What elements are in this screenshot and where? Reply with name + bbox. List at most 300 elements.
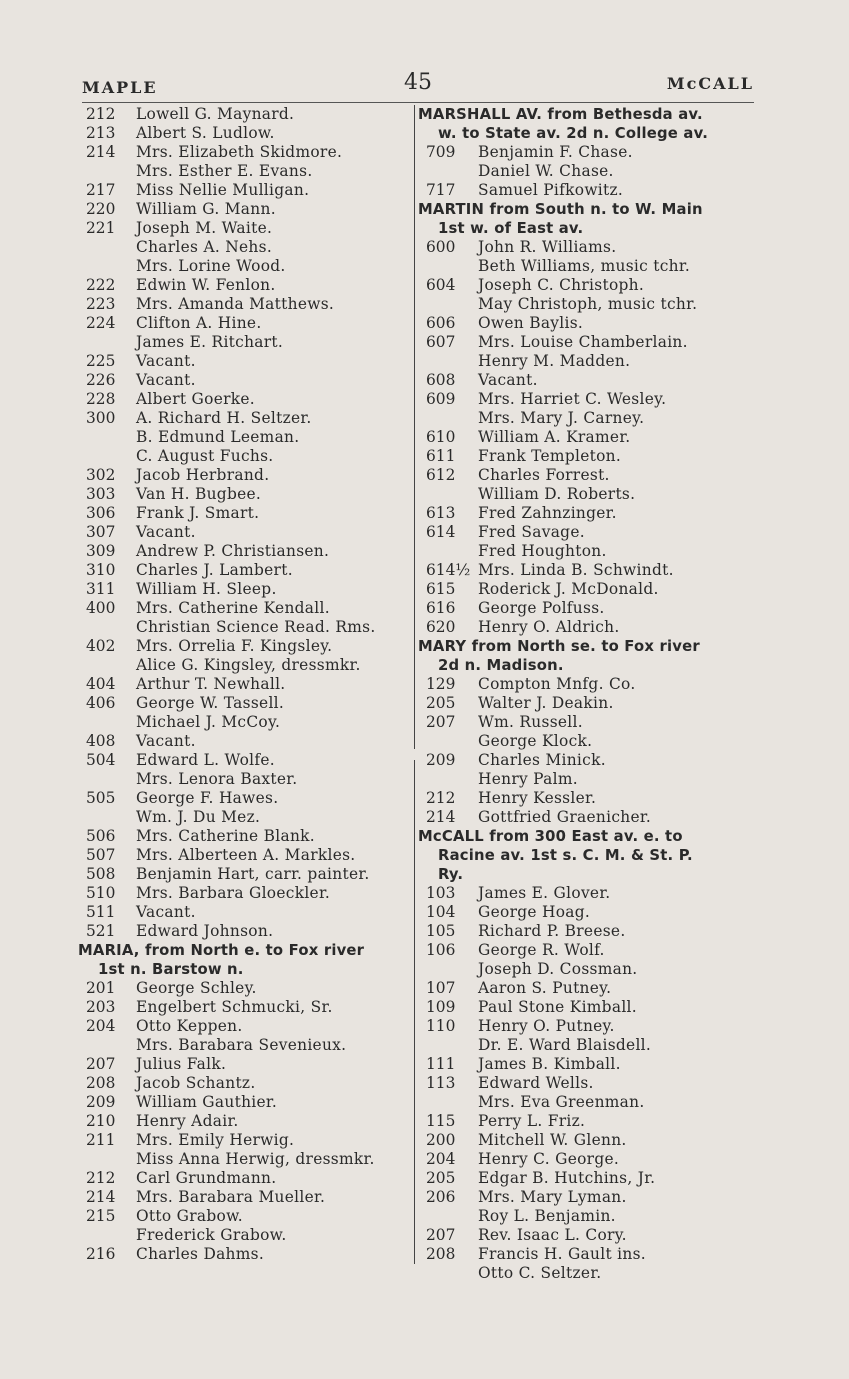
house-number: 226 <box>86 371 116 389</box>
house-number: 113 <box>426 1074 456 1092</box>
resident-name: Roy L. Benjamin. <box>478 1207 616 1225</box>
resident-name: James B. Kimball. <box>478 1055 621 1073</box>
house-number: 311 <box>86 580 116 598</box>
resident-name: Benjamin Hart, carr. painter. <box>136 865 370 883</box>
directory-entry <box>418 485 758 504</box>
directory-entry <box>78 694 416 713</box>
directory-entry <box>78 371 416 390</box>
directory-entry <box>418 751 758 770</box>
resident-name: Mrs. Barabara Mueller. <box>136 1188 326 1206</box>
street-heading: Ry. <box>438 866 464 883</box>
resident-name: Mrs. Elizabeth Skidmore. <box>136 143 343 161</box>
page-number: 45 <box>404 70 432 95</box>
directory-entry <box>78 333 416 352</box>
house-number: 615 <box>426 580 456 598</box>
directory-entry <box>78 1207 416 1226</box>
resident-name: Edward L. Wolfe. <box>136 751 276 769</box>
resident-name: Edwin W. Fenlon. <box>136 276 276 294</box>
directory-entry <box>418 1207 758 1226</box>
resident-name: Mrs. Lenora Baxter. <box>136 770 298 788</box>
house-number: 310 <box>86 561 116 579</box>
directory-entry <box>78 162 416 181</box>
directory-entry <box>78 998 416 1017</box>
resident-name: Christian Science Read. Rms. <box>136 618 376 636</box>
resident-name: George Klock. <box>478 732 593 750</box>
directory-entry <box>418 694 758 713</box>
directory-entry <box>418 903 758 922</box>
directory-entry <box>78 1188 416 1207</box>
house-number: 208 <box>86 1074 116 1092</box>
resident-name: Vacant. <box>136 371 196 389</box>
resident-name: Otto Grabow. <box>136 1207 243 1225</box>
directory-entry <box>78 504 416 523</box>
resident-name: Charles Minick. <box>478 751 606 769</box>
directory-entry <box>418 713 758 732</box>
resident-name: William G. Mann. <box>136 200 276 218</box>
resident-name: Mrs. Eva Greenman. <box>478 1093 645 1111</box>
directory-entry <box>418 1226 758 1245</box>
street-heading: MARIA, from North e. to Fox river <box>78 942 365 959</box>
house-number: 224 <box>86 314 116 332</box>
resident-name: Henry C. George. <box>478 1150 620 1168</box>
resident-name: Albert S. Ludlow. <box>136 124 275 142</box>
house-number: 404 <box>86 675 116 693</box>
resident-name: Wm. Russell. <box>478 713 583 731</box>
directory-entry <box>78 656 416 675</box>
directory-entry <box>418 941 758 960</box>
header-left-street: MAPLE <box>82 78 158 97</box>
resident-name: Francis H. Gault ins. <box>478 1245 646 1263</box>
resident-name: A. Richard H. Seltzer. <box>136 409 312 427</box>
directory-entry <box>78 1226 416 1245</box>
directory-entry <box>78 314 416 333</box>
resident-name: Otto C. Seltzer. <box>478 1264 602 1282</box>
directory-entry <box>418 675 758 694</box>
resident-name: Andrew P. Christiansen. <box>136 542 330 560</box>
resident-name: Joseph D. Cossman. <box>478 960 638 978</box>
street-heading: Racine av. 1st s. C. M. & St. P. <box>438 847 693 864</box>
resident-name: Mrs. Barbara Gloeckler. <box>136 884 331 902</box>
directory-entry <box>78 789 416 808</box>
resident-name: Wm. J. Du Mez. <box>136 808 261 826</box>
resident-name: George R. Wolf. <box>478 941 605 959</box>
resident-name: Jacob Herbrand. <box>136 466 270 484</box>
resident-name: Paul Stone Kimball. <box>478 998 637 1016</box>
house-number: 215 <box>86 1207 116 1225</box>
street-heading: 2d n. Madison. <box>438 657 564 674</box>
directory-entry <box>418 1055 758 1074</box>
resident-name: Charles Forrest. <box>478 466 610 484</box>
house-number: 302 <box>86 466 116 484</box>
directory-entry <box>418 238 758 257</box>
right-column <box>418 105 758 1283</box>
house-number: 607 <box>426 333 456 351</box>
house-number: 214 <box>426 808 456 826</box>
directory-entry <box>418 979 758 998</box>
resident-name: Julius Falk. <box>136 1055 227 1073</box>
directory-entry <box>78 1245 416 1264</box>
directory-entry <box>418 1169 758 1188</box>
resident-name: James E. Ritchart. <box>136 333 284 351</box>
street-heading: MARTIN from South n. to W. Main <box>418 201 703 218</box>
house-number: 212 <box>86 1169 116 1187</box>
directory-entry <box>418 808 758 827</box>
directory-entry <box>78 979 416 998</box>
resident-name: Roderick J. McDonald. <box>478 580 659 598</box>
resident-name: Dr. E. Ward Blaisdell. <box>478 1036 652 1054</box>
directory-entry <box>78 390 416 409</box>
directory-entry <box>418 428 758 447</box>
house-number: 406 <box>86 694 116 712</box>
resident-name: Carl Grundmann. <box>136 1169 277 1187</box>
directory-entry <box>418 732 758 751</box>
directory-entry <box>418 447 758 466</box>
directory-entry <box>418 162 758 181</box>
directory-entry <box>418 770 758 789</box>
house-number: 214 <box>86 1188 116 1206</box>
house-number: 614½ <box>426 561 471 579</box>
house-number: 604 <box>426 276 456 294</box>
resident-name: Charles Dahms. <box>136 1245 265 1263</box>
house-number: 203 <box>86 998 116 1016</box>
house-number: 400 <box>86 599 116 617</box>
resident-name: Van H. Bugbee. <box>136 485 262 503</box>
house-number: 207 <box>426 713 456 731</box>
resident-name: Owen Baylis. <box>478 314 584 332</box>
house-number: 511 <box>86 903 116 921</box>
street-heading: McCALL from 300 East av. e. to <box>418 828 683 845</box>
directory-entry <box>78 143 416 162</box>
house-number: 206 <box>426 1188 456 1206</box>
resident-name: Lowell G. Maynard. <box>136 105 295 123</box>
house-number: 221 <box>86 219 116 237</box>
resident-name: Gottfried Graenicher. <box>478 808 652 826</box>
street-heading: MARSHALL AV. from Bethesda av. <box>418 106 703 123</box>
directory-entry <box>78 713 416 732</box>
directory-entry <box>78 884 416 903</box>
directory-entry <box>78 447 416 466</box>
resident-name: Beth Williams, music tchr. <box>478 257 691 275</box>
house-number: 521 <box>86 922 116 940</box>
directory-entry <box>78 1112 416 1131</box>
resident-name: Clifton A. Hine. <box>136 314 262 332</box>
directory-entry <box>418 599 758 618</box>
directory-entry <box>418 371 758 390</box>
resident-name: Mrs. Lorine Wood. <box>136 257 286 275</box>
resident-name: Vacant. <box>478 371 538 389</box>
resident-name: John R. Williams. <box>478 238 617 256</box>
directory-entry <box>78 200 416 219</box>
directory-entry <box>78 1150 416 1169</box>
directory-entry <box>418 333 758 352</box>
resident-name: George W. Tassell. <box>136 694 285 712</box>
resident-name: Engelbert Schmucki, Sr. <box>136 998 333 1016</box>
directory-entry <box>418 1036 758 1055</box>
directory-entry <box>418 504 758 523</box>
house-number: 608 <box>426 371 456 389</box>
house-number: 613 <box>426 504 456 522</box>
resident-name: Albert Goerke. <box>136 390 255 408</box>
house-number: 408 <box>86 732 116 750</box>
directory-entry <box>78 1036 416 1055</box>
header-right-street: McCALL <box>666 74 754 93</box>
directory-entry <box>78 561 416 580</box>
resident-name: Walter J. Deakin. <box>478 694 614 712</box>
house-number: 223 <box>86 295 116 313</box>
directory-entry <box>78 105 416 124</box>
house-number: 210 <box>86 1112 116 1130</box>
resident-name: Henry M. Madden. <box>478 352 631 370</box>
directory-entry <box>418 409 758 428</box>
resident-name: Fred Houghton. <box>478 542 607 560</box>
resident-name: Miss Nellie Mulligan. <box>136 181 310 199</box>
left-column <box>78 105 416 1264</box>
directory-entry <box>78 542 416 561</box>
resident-name: Joseph C. Christoph. <box>478 276 645 294</box>
house-number: 109 <box>426 998 456 1016</box>
resident-name: George Polfuss. <box>478 599 605 617</box>
directory-entry <box>78 181 416 200</box>
resident-name: Richard P. Breese. <box>478 922 626 940</box>
directory-entry <box>78 295 416 314</box>
directory-entry <box>78 637 416 656</box>
house-number: 209 <box>86 1093 116 1111</box>
house-number: 709 <box>426 143 456 161</box>
resident-name: Henry Adair. <box>136 1112 239 1130</box>
house-number: 212 <box>426 789 456 807</box>
house-number: 200 <box>426 1131 456 1149</box>
directory-entry <box>418 295 758 314</box>
resident-name: Otto Keppen. <box>136 1017 243 1035</box>
resident-name: Mrs. Barabara Sevenieux. <box>136 1036 347 1054</box>
house-number: 306 <box>86 504 116 522</box>
directory-entry <box>418 998 758 1017</box>
directory-entry <box>78 352 416 371</box>
house-number: 205 <box>426 694 456 712</box>
resident-name: William Gauthier. <box>136 1093 278 1111</box>
directory-entry <box>78 903 416 922</box>
house-number: 216 <box>86 1245 116 1263</box>
house-number: 510 <box>86 884 116 902</box>
directory-entry <box>418 314 758 333</box>
house-number: 300 <box>86 409 116 427</box>
directory-entry <box>78 238 416 257</box>
resident-name: Mrs. Catherine Kendall. <box>136 599 330 617</box>
resident-name: Mrs. Alberteen A. Markles. <box>136 846 356 864</box>
directory-entry <box>418 143 758 162</box>
directory-entry <box>78 808 416 827</box>
house-number: 610 <box>426 428 456 446</box>
resident-name: Mrs. Mary J. Carney. <box>478 409 645 427</box>
house-number: 614 <box>426 523 456 541</box>
resident-name: Charles A. Nehs. <box>136 238 273 256</box>
resident-name: Frederick Grabow. <box>136 1226 287 1244</box>
directory-entry <box>418 466 758 485</box>
resident-name: Henry O. Putney. <box>478 1017 615 1035</box>
directory-entry <box>78 618 416 637</box>
house-number: 225 <box>86 352 116 370</box>
house-number: 504 <box>86 751 116 769</box>
house-number: 207 <box>426 1226 456 1244</box>
house-number: 717 <box>426 181 456 199</box>
resident-name: Benjamin F. Chase. <box>478 143 633 161</box>
resident-name: Mrs. Catherine Blank. <box>136 827 315 845</box>
directory-entry <box>418 922 758 941</box>
house-number: 110 <box>426 1017 456 1035</box>
directory-entry <box>418 257 758 276</box>
directory-entry <box>78 770 416 789</box>
directory-entry <box>78 466 416 485</box>
resident-name: Mrs. Mary Lyman. <box>478 1188 627 1206</box>
directory-entry <box>78 124 416 143</box>
house-number: 606 <box>426 314 456 332</box>
resident-name: Frank J. Smart. <box>136 504 260 522</box>
directory-entry <box>418 1112 758 1131</box>
house-number: 208 <box>426 1245 456 1263</box>
page-header <box>82 70 754 100</box>
directory-entry <box>418 1017 758 1036</box>
house-number: 204 <box>86 1017 116 1035</box>
directory-entry <box>418 352 758 371</box>
resident-name: William D. Roberts. <box>478 485 636 503</box>
resident-name: Miss Anna Herwig, dressmkr. <box>136 1150 375 1168</box>
house-number: 104 <box>426 903 456 921</box>
directory-entry <box>418 276 758 295</box>
resident-name: Michael J. McCoy. <box>136 713 281 731</box>
resident-name: Compton Mnfg. Co. <box>478 675 636 693</box>
house-number: 222 <box>86 276 116 294</box>
directory-entry <box>418 884 758 903</box>
house-number: 207 <box>86 1055 116 1073</box>
house-number: 506 <box>86 827 116 845</box>
house-number: 309 <box>86 542 116 560</box>
directory-entry <box>78 922 416 941</box>
directory-entry <box>78 485 416 504</box>
house-number: 211 <box>86 1131 116 1149</box>
resident-name: Samuel Pifkowitz. <box>478 181 624 199</box>
house-number: 507 <box>86 846 116 864</box>
street-heading: 1st w. of East av. <box>438 220 584 237</box>
resident-name: Daniel W. Chase. <box>478 162 614 180</box>
house-number: 609 <box>426 390 456 408</box>
directory-entry <box>418 181 758 200</box>
resident-name: George F. Hawes. <box>136 789 279 807</box>
directory-entry <box>78 276 416 295</box>
directory-entry <box>78 751 416 770</box>
directory-entry <box>418 1150 758 1169</box>
resident-name: Mrs. Harriet C. Wesley. <box>478 390 667 408</box>
house-number: 129 <box>426 675 456 693</box>
resident-name: William H. Sleep. <box>136 580 277 598</box>
house-number: 505 <box>86 789 116 807</box>
resident-name: Mrs. Orrelia F. Kingsley. <box>136 637 333 655</box>
directory-entry <box>418 960 758 979</box>
house-number: 600 <box>426 238 456 256</box>
directory-entry <box>78 827 416 846</box>
house-number: 611 <box>426 447 456 465</box>
directory-entry <box>418 390 758 409</box>
street-heading: 1st n. Barstow n. <box>98 961 244 978</box>
resident-name: Edward Wells. <box>478 1074 594 1092</box>
resident-name: Perry L. Friz. <box>478 1112 586 1130</box>
directory-entry <box>418 542 758 561</box>
directory-entry <box>78 257 416 276</box>
resident-name: C. August Fuchs. <box>136 447 274 465</box>
resident-name: William A. Kramer. <box>478 428 631 446</box>
house-number: 214 <box>86 143 116 161</box>
directory-entry <box>418 1131 758 1150</box>
directory-entry <box>418 1074 758 1093</box>
house-number: 228 <box>86 390 116 408</box>
resident-name: Jacob Schantz. <box>136 1074 256 1092</box>
directory-entry <box>418 580 758 599</box>
house-number: 212 <box>86 105 116 123</box>
house-number: 612 <box>426 466 456 484</box>
house-number: 217 <box>86 181 116 199</box>
directory-entry <box>78 865 416 884</box>
resident-name: Vacant. <box>136 903 196 921</box>
house-number: 106 <box>426 941 456 959</box>
resident-name: Mitchell W. Glenn. <box>478 1131 627 1149</box>
house-number: 303 <box>86 485 116 503</box>
house-number: 201 <box>86 979 116 997</box>
resident-name: Henry O. Aldrich. <box>478 618 620 636</box>
directory-entry <box>418 1188 758 1207</box>
directory-entry <box>418 1264 758 1283</box>
resident-name: May Christoph, music tchr. <box>478 295 698 313</box>
resident-name: Fred Savage. <box>478 523 585 541</box>
house-number: 307 <box>86 523 116 541</box>
directory-entry <box>78 523 416 542</box>
resident-name: Edgar B. Hutchins, Jr. <box>478 1169 656 1187</box>
directory-entry <box>78 409 416 428</box>
resident-name: George Hoag. <box>478 903 591 921</box>
resident-name: Mrs. Esther E. Evans. <box>136 162 313 180</box>
resident-name: Alice G. Kingsley, dressmkr. <box>136 656 361 674</box>
house-number: 107 <box>426 979 456 997</box>
house-number: 616 <box>426 599 456 617</box>
resident-name: Henry Palm. <box>478 770 578 788</box>
house-number: 508 <box>86 865 116 883</box>
resident-name: Mrs. Emily Herwig. <box>136 1131 295 1149</box>
house-number: 205 <box>426 1169 456 1187</box>
directory-entry <box>78 732 416 751</box>
resident-name: Charles J. Lambert. <box>136 561 293 579</box>
resident-name: Frank Templeton. <box>478 447 622 465</box>
directory-entry <box>78 1017 416 1036</box>
house-number: 103 <box>426 884 456 902</box>
directory-entry <box>78 1131 416 1150</box>
resident-name: Fred Zahnzinger. <box>478 504 617 522</box>
resident-name: Aaron S. Putney. <box>478 979 612 997</box>
resident-name: Vacant. <box>136 523 196 541</box>
directory-entry <box>418 618 758 637</box>
resident-name: James E. Glover. <box>478 884 611 902</box>
house-number: 105 <box>426 922 456 940</box>
street-heading: w. to State av. 2d n. College av. <box>438 125 709 142</box>
directory-entry <box>78 580 416 599</box>
directory-entry <box>78 675 416 694</box>
house-number: 111 <box>426 1055 456 1073</box>
directory-entry <box>78 1074 416 1093</box>
resident-name: Mrs. Linda B. Schwindt. <box>478 561 674 579</box>
house-number: 402 <box>86 637 116 655</box>
resident-name: Edward Johnson. <box>136 922 274 940</box>
header-rule <box>82 102 754 103</box>
house-number: 204 <box>426 1150 456 1168</box>
house-number: 220 <box>86 200 116 218</box>
resident-name: Rev. Isaac L. Cory. <box>478 1226 627 1244</box>
